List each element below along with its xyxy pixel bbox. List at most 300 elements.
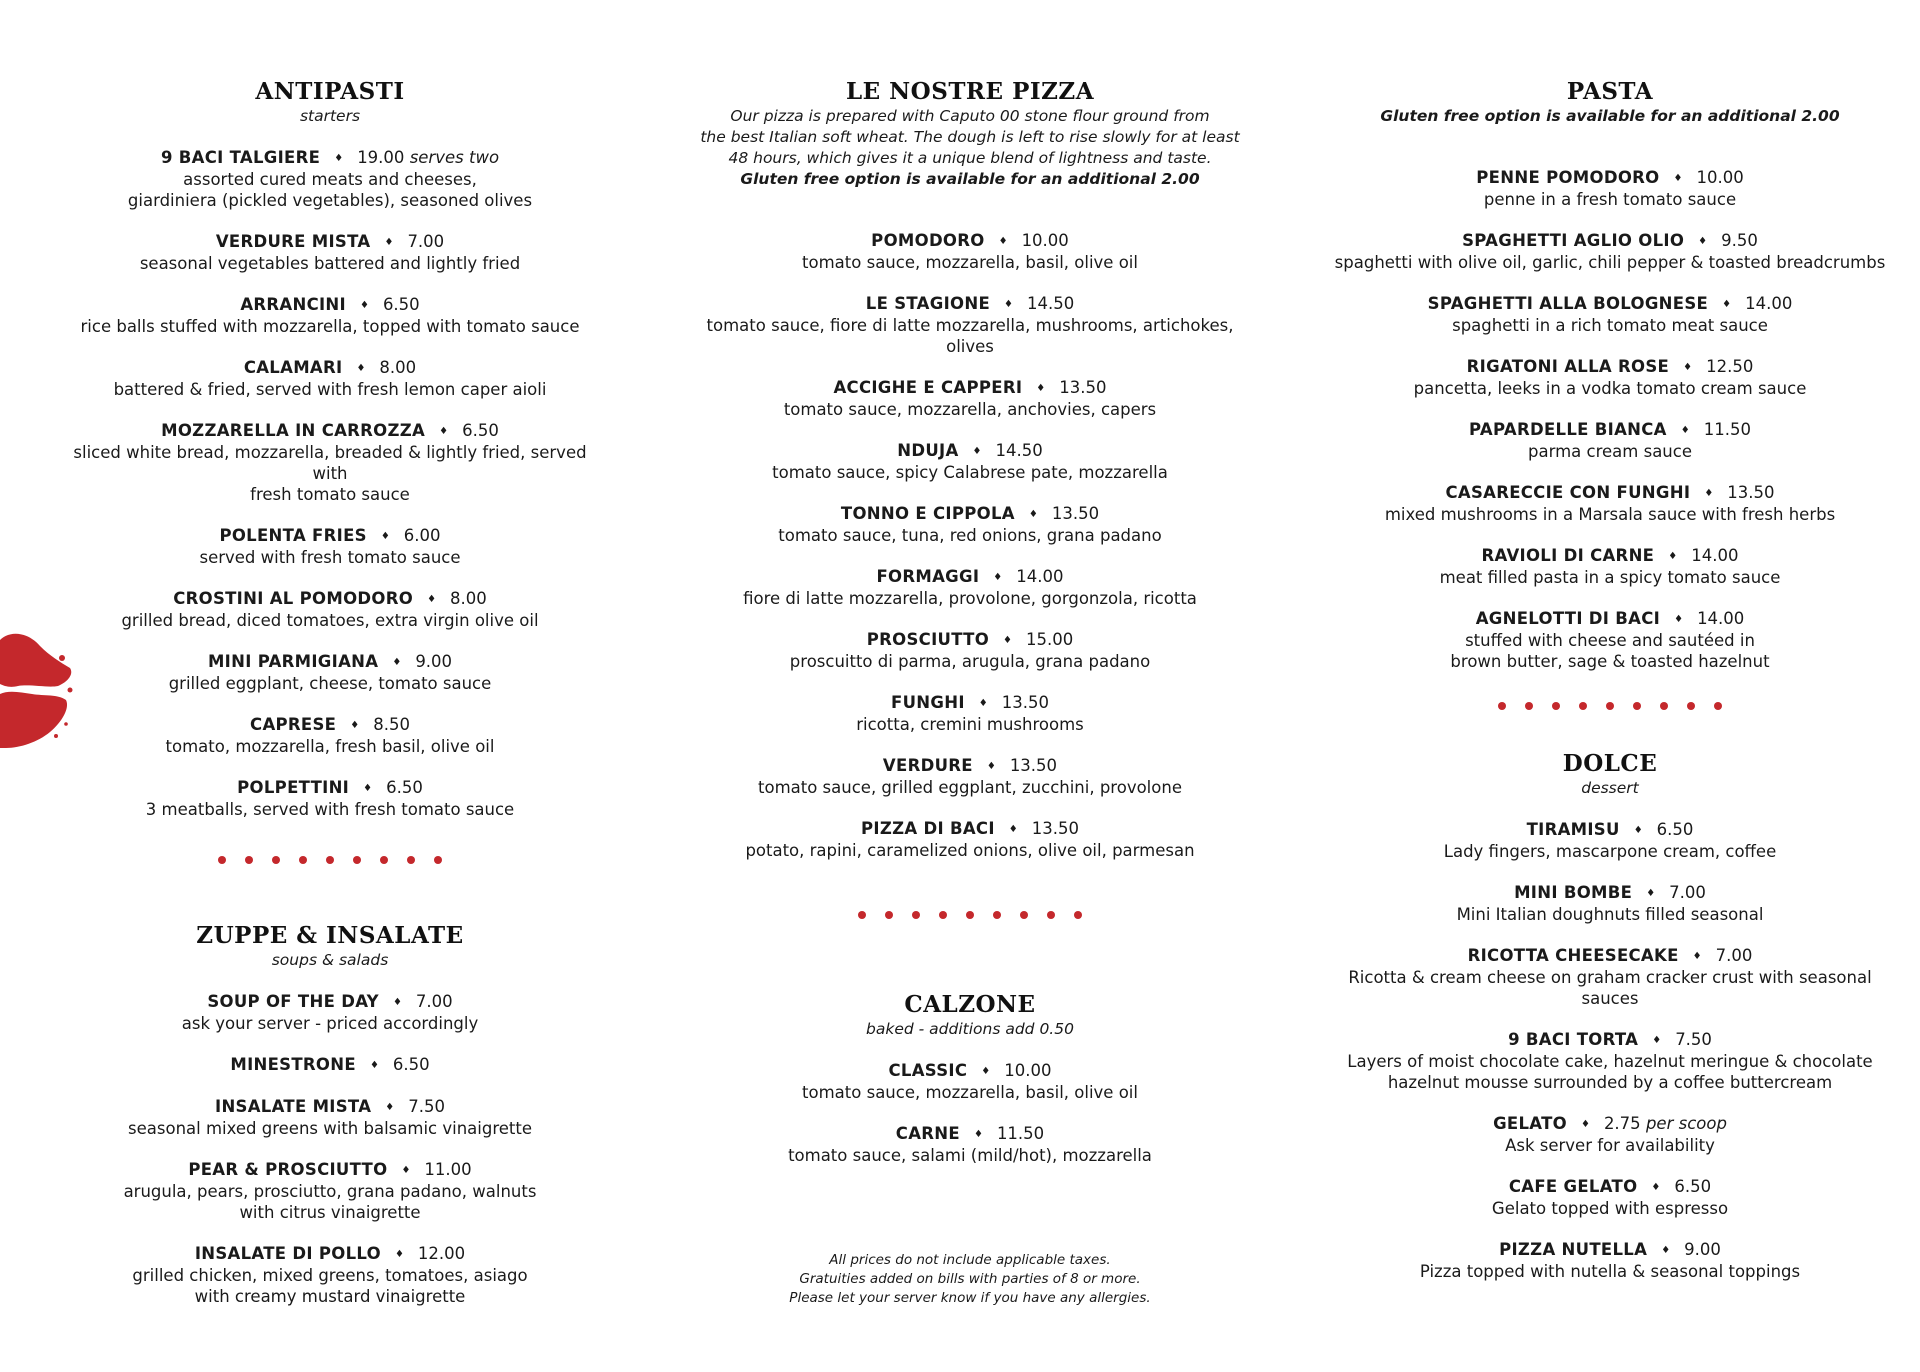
menu-item-name: POMODORO — [871, 231, 985, 250]
menu-item-name: RICOTTA CHEESECAKE — [1467, 946, 1679, 965]
menu-item-price: 9.50 — [1721, 231, 1758, 250]
menu-item-name: PIZZA NUTELLA — [1499, 1240, 1648, 1259]
menu-item — [1330, 1029, 1890, 1093]
menu-item-description: Mini Italian doughnuts filled seasonal — [1456, 905, 1764, 924]
diamond-separator-icon: ♦ — [1704, 488, 1714, 499]
calzone-title: CALZONE — [904, 991, 1036, 1018]
menu-item-description: tomato sauce, mozzarella, basil, olive oil — [802, 1083, 1138, 1102]
menu-item — [55, 777, 605, 820]
menu-item — [55, 1096, 605, 1139]
menu-item-name: GELATO — [1493, 1114, 1567, 1133]
diamond-separator-icon: ♦ — [1008, 824, 1018, 835]
diamond-separator-icon: ♦ — [998, 236, 1008, 247]
menu-item — [690, 377, 1250, 420]
menu-item-price: 8.00 — [450, 589, 487, 608]
menu-item-description: with creamy mustard vinaigrette — [194, 1287, 466, 1306]
menu-item-description: fresh tomato sauce — [250, 485, 410, 504]
diamond-separator-icon: ♦ — [1680, 425, 1690, 436]
menu-item-price: 13.50 — [1009, 756, 1058, 775]
menu-item-header — [1330, 608, 1890, 630]
menu-item-description: tomato sauce, mozzarella, basil, olive oil — [802, 253, 1138, 272]
menu-item-name: RAVIOLI DI CARNE — [1481, 546, 1655, 565]
menu-item-description: tomato sauce, mozzarella, anchovies, capers — [783, 400, 1157, 419]
calzone-subtitle: baked - additions add 0.50 — [866, 1020, 1074, 1038]
menu-item-name: RIGATONI ALLA ROSE — [1466, 357, 1670, 376]
menu-item-price: 13.50 — [1051, 504, 1100, 523]
diamond-separator-icon: ♦ — [385, 1102, 395, 1113]
diamond-separator-icon: ♦ — [427, 594, 437, 605]
divider-dot-icon — [1633, 702, 1641, 710]
pasta-list — [1330, 167, 1890, 672]
menu-item-header — [55, 1159, 605, 1181]
menu-item-description: seasonal vegetables battered and lightly fried — [139, 254, 521, 273]
menu-item — [1330, 608, 1890, 672]
menu-item-name: NDUJA — [897, 441, 959, 460]
menu-item-price: 7.00 — [1715, 946, 1753, 965]
menu-item-description: tomato sauce, salami (mild/hot), mozzarella — [788, 1146, 1152, 1165]
diamond-separator-icon: ♦ — [1668, 551, 1678, 562]
zuppe-subtitle: soups & salads — [271, 951, 389, 969]
menu-item-price: 14.00 — [1745, 294, 1793, 313]
menu-item — [1330, 167, 1890, 210]
menu-item-price: 12.50 — [1706, 357, 1754, 376]
menu-item-name: SOUP OF THE DAY — [207, 992, 379, 1011]
divider-dot-icon — [380, 856, 388, 864]
pizza-intro-1: Our pizza is prepared with Caputo 00 stone flour ground from — [730, 107, 1210, 125]
menu-item-header — [55, 294, 605, 316]
diamond-separator-icon: ♦ — [1652, 1035, 1662, 1046]
menu-item-name: TONNO E CIPPOLA — [840, 504, 1015, 523]
menu-item-price: 13.50 — [1059, 378, 1107, 397]
menu-item-description: meat filled pasta in a spicy tomato sauce — [1439, 568, 1781, 587]
menu-item-name: PEAR & PROSCIUTTO — [188, 1160, 388, 1179]
pizza-list — [690, 230, 1250, 861]
menu-item-description: Lady fingers, mascarpone cream, coffee — [1443, 842, 1777, 861]
diamond-separator-icon: ♦ — [981, 1066, 991, 1077]
menu-item-header — [690, 230, 1250, 252]
diamond-separator-icon: ♦ — [363, 783, 373, 794]
menu-item-price: 11.50 — [996, 1124, 1045, 1143]
menu-item-header — [1330, 167, 1890, 189]
diamond-separator-icon: ♦ — [1646, 888, 1656, 899]
menu-item — [1330, 545, 1890, 588]
menu-item-description: ricotta, cremini mushrooms — [856, 715, 1084, 734]
menu-item-price: 15.00 — [1026, 630, 1074, 649]
menu-item-description: with citrus vinaigrette — [239, 1203, 421, 1222]
menu-item-name: MOZZARELLA IN CARROZZA — [161, 421, 426, 440]
menu-item-name: SPAGHETTI ALLA BOLOGNESE — [1427, 294, 1709, 313]
menu-item-price: 7.50 — [408, 1097, 445, 1116]
menu-item-description: sauces — [1581, 989, 1639, 1008]
menu-item-note: serves two — [409, 148, 500, 167]
menu-item-description: tomato sauce, fiore di latte mozzarella, mushrooms, artichokes, olives — [706, 316, 1234, 356]
diamond-separator-icon: ♦ — [384, 237, 394, 248]
dolce-list — [1330, 819, 1890, 1282]
menu-item-header — [1330, 819, 1890, 841]
diamond-separator-icon: ♦ — [993, 572, 1003, 583]
menu-item-header — [690, 293, 1250, 315]
menu-item — [1330, 1113, 1890, 1156]
menu-item-header — [1330, 1113, 1890, 1135]
menu-item-header — [690, 1123, 1250, 1145]
dolce-subtitle: dessert — [1581, 779, 1639, 797]
menu-item-name: INSALATE MISTA — [215, 1097, 372, 1116]
diamond-separator-icon: ♦ — [1028, 509, 1038, 520]
menu-item-header — [690, 440, 1250, 462]
menu-item-price: 14.50 — [995, 441, 1043, 460]
menu-item-description: Pizza topped with nutella & seasonal toppings — [1419, 1262, 1801, 1281]
diamond-separator-icon: ♦ — [1661, 1245, 1671, 1256]
diamond-separator-icon: ♦ — [1698, 236, 1708, 247]
dot-divider — [55, 856, 605, 868]
menu-item-name: PAPARDELLE BIANCA — [1469, 420, 1667, 439]
divider-dot-icon — [1606, 702, 1614, 710]
menu-item — [1330, 419, 1890, 462]
menu-item-description: giardiniera (pickled vegetables), seasoned olives — [127, 191, 533, 210]
menu-item-price: 11.50 — [1703, 420, 1751, 439]
divider-dot-icon — [1074, 911, 1082, 919]
menu-item — [690, 755, 1250, 798]
diamond-separator-icon: ♦ — [1651, 1182, 1661, 1193]
menu-item-description: sliced white bread, mozzarella, breaded & lightly fried, served with — [73, 443, 587, 483]
menu-item-description: 3 meatballs, served with fresh tomato sauce — [145, 800, 515, 819]
diamond-separator-icon: ♦ — [356, 363, 366, 374]
menu-item — [55, 1159, 605, 1223]
divider-dot-icon — [299, 856, 307, 864]
divider-dot-icon — [1498, 702, 1506, 710]
menu-item — [1330, 356, 1890, 399]
divider-dot-icon — [1579, 702, 1587, 710]
menu-item-price: 8.50 — [373, 715, 410, 734]
menu-item-description: tomato, mozzarella, fresh basil, olive oil — [165, 737, 495, 756]
menu-item-name: FUNGHI — [891, 693, 965, 712]
diamond-separator-icon: ♦ — [972, 446, 982, 457]
diamond-separator-icon: ♦ — [394, 1249, 404, 1260]
menu-item-name: POLENTA FRIES — [219, 526, 367, 545]
divider-dot-icon — [1687, 702, 1695, 710]
menu-item-header — [1330, 293, 1890, 315]
menu-item-price: 7.00 — [1669, 883, 1706, 902]
menu-item-name: AGNELOTTI DI BACI — [1475, 609, 1661, 628]
menu-item-name: VERDURE MISTA — [215, 232, 371, 251]
diamond-separator-icon: ♦ — [1036, 383, 1046, 394]
pasta-gluten-free-note: Gluten free option is available for an additional 2.00 — [1380, 107, 1840, 125]
menu-item-description: Ask server for availability — [1505, 1136, 1715, 1155]
zuppe-list — [55, 991, 605, 1307]
menu-item-header — [690, 692, 1250, 714]
menu-item — [55, 1054, 605, 1076]
menu-item — [1330, 882, 1890, 925]
menu-item-description: arugula, pears, prosciutto, grana padano, walnuts — [123, 1182, 537, 1201]
menu-item-price: 14.50 — [1026, 294, 1075, 313]
menu-item-description: served with fresh tomato sauce — [199, 548, 461, 567]
menu-item-header — [690, 377, 1250, 399]
menu-item-price: 7.00 — [407, 232, 445, 251]
menu-item-name: CAFE GELATO — [1508, 1177, 1638, 1196]
menu-item — [55, 420, 605, 505]
menu-item — [1330, 1239, 1890, 1282]
menu-item-name: VERDURE — [882, 756, 973, 775]
footer-line-gratuities: Gratuities added on bills with parties of 8 or more. — [799, 1271, 1141, 1287]
menu-item — [1330, 945, 1890, 1009]
menu-item-name: 9 BACI TORTA — [1508, 1030, 1639, 1049]
menu-item-description: Gelato topped with espresso — [1491, 1199, 1729, 1218]
menu-item-header — [1330, 1239, 1890, 1261]
diamond-separator-icon: ♦ — [334, 153, 344, 164]
pizza-column — [690, 78, 1250, 1308]
diamond-separator-icon: ♦ — [439, 426, 449, 437]
antipasti-title: ANTIPASTI — [255, 78, 405, 105]
menu-item-header — [55, 525, 605, 547]
menu-item-header — [55, 147, 605, 169]
divider-dot-icon — [218, 856, 226, 864]
menu-item-description: brown butter, sage & toasted hazelnut — [1450, 652, 1770, 671]
menu-item — [1330, 1176, 1890, 1219]
menu-item-price: 14.00 — [1697, 609, 1745, 628]
menu-item — [1330, 482, 1890, 525]
menu-item-price: 6.50 — [462, 421, 499, 440]
menu-item-name: ARRANCINI — [240, 295, 346, 314]
menu-item-name: MINI PARMIGIANA — [207, 652, 379, 671]
menu-item-price: 9.00 — [415, 652, 453, 671]
diamond-separator-icon: ♦ — [1692, 951, 1702, 962]
menu-item-price: 12.00 — [417, 1244, 466, 1263]
antipasti-list — [55, 147, 605, 820]
menu-item-description: spaghetti in a rich tomato meat sauce — [1452, 316, 1768, 335]
menu-item-price: 10.00 — [1004, 1061, 1052, 1080]
antipasti-subtitle: starters — [299, 107, 361, 125]
menu-item-price: 6.50 — [1656, 820, 1694, 839]
menu-item — [55, 231, 605, 274]
divider-dot-icon — [885, 911, 893, 919]
menu-item-header — [55, 588, 605, 610]
divider-dot-icon — [939, 911, 947, 919]
menu-item-header — [55, 1096, 605, 1118]
menu-item — [690, 629, 1250, 672]
menu-item-name: PROSCIUTTO — [866, 630, 990, 649]
menu-item-price: 6.50 — [392, 1055, 430, 1074]
diamond-separator-icon: ♦ — [392, 997, 402, 1008]
menu-item-price: 7.50 — [1675, 1030, 1712, 1049]
menu-item-header — [690, 503, 1250, 525]
menu-item-header — [55, 1054, 605, 1076]
diamond-separator-icon: ♦ — [350, 720, 360, 731]
footer-line-allergies: Please let your server know if you have any allergies. — [789, 1290, 1151, 1306]
menu-item — [55, 588, 605, 631]
menu-item-description: proscuitto di parma, arugula, grana padano — [789, 652, 1151, 671]
diamond-separator-icon: ♦ — [1633, 825, 1643, 836]
divider-dot-icon — [1525, 702, 1533, 710]
menu-item — [1330, 819, 1890, 862]
menu-item-header — [55, 1243, 605, 1265]
menu-item-header — [690, 566, 1250, 588]
menu-item — [55, 525, 605, 568]
diamond-separator-icon: ♦ — [1674, 614, 1684, 625]
menu-item-name: CASARECCIE CON FUNGHI — [1445, 483, 1691, 502]
menu-item-header — [690, 629, 1250, 651]
menu-item-price: 9.00 — [1684, 1240, 1721, 1259]
menu-item-header — [1330, 482, 1890, 504]
menu-item-price: 13.50 — [1727, 483, 1775, 502]
menu-item-name: ACCIGHE E CAPPERI — [833, 378, 1023, 397]
menu-item-price: 6.50 — [386, 778, 423, 797]
menu-item-header — [690, 755, 1250, 777]
menu-item-name: MINESTRONE — [230, 1055, 356, 1074]
menu-item-name: TIRAMISU — [1526, 820, 1620, 839]
menu-item-name: FORMAGGI — [876, 567, 980, 586]
menu-item-header — [55, 651, 605, 673]
divider-dot-icon — [993, 911, 1001, 919]
menu-item-description: tomato sauce, grilled eggplant, zucchini, provolone — [758, 778, 1182, 797]
menu-item-description: rice balls stuffed with mozzarella, topped with tomato sauce — [80, 317, 580, 336]
divider-dot-icon — [1714, 702, 1722, 710]
menu-item-description: penne in a fresh tomato sauce — [1483, 190, 1737, 209]
menu-item-header — [55, 357, 605, 379]
menu-item-price: 6.50 — [382, 295, 420, 314]
zuppe-title: ZUPPE & INSALATE — [196, 922, 464, 949]
menu-item — [690, 293, 1250, 357]
menu-item-description: grilled chicken, mixed greens, tomatoes, asiago — [132, 1266, 528, 1285]
menu-item-description: parma cream sauce — [1528, 442, 1692, 461]
menu-item-price: 2.75 — [1603, 1114, 1641, 1133]
divider-dot-icon — [966, 911, 974, 919]
divider-dot-icon — [912, 911, 920, 919]
menu-item-price: 11.00 — [424, 1160, 472, 1179]
menu-item-name: SPAGHETTI AGLIO OLIO — [1462, 231, 1685, 250]
diamond-separator-icon: ♦ — [1003, 635, 1012, 646]
footer-line-taxes: All prices do not include applicable taxes. — [829, 1252, 1111, 1268]
menu-item — [55, 147, 605, 211]
menu-item-price: 13.50 — [1031, 819, 1079, 838]
menu-item — [690, 503, 1250, 546]
menu-item-header — [55, 420, 605, 442]
menu-item-price: 10.00 — [1696, 168, 1744, 187]
dot-divider — [1330, 702, 1890, 714]
menu-item-header — [55, 714, 605, 736]
diamond-separator-icon: ♦ — [380, 531, 390, 542]
diamond-separator-icon: ♦ — [1722, 299, 1732, 310]
divider-dot-icon — [858, 911, 866, 919]
menu-item-description: potato, rapini, caramelized onions, olive oil, parmesan — [745, 841, 1195, 860]
menu-item-description: pancetta, leeks in a vodka tomato cream sauce — [1413, 379, 1807, 398]
diamond-separator-icon: ♦ — [1683, 362, 1693, 373]
menu-item-name: CROSTINI AL POMODORO — [173, 589, 414, 608]
menu-item-price: 19.00 — [357, 148, 405, 167]
menu-item-description: tomato sauce, tuna, red onions, grana padano — [778, 526, 1162, 545]
menu-item-description: battered & fried, served with fresh lemon caper aioli — [113, 380, 547, 399]
diamond-separator-icon: ♦ — [392, 657, 402, 668]
menu-item-header — [1330, 419, 1890, 441]
footer-note — [690, 1251, 1250, 1308]
menu-item-name: 9 BACI TALGIERE — [160, 148, 321, 167]
menu-item — [1330, 230, 1890, 273]
diamond-separator-icon: ♦ — [978, 698, 988, 709]
pizza-intro-2: the best Italian soft wheat. The dough is left to rise slowly for at least — [700, 128, 1240, 146]
menu-item-header — [55, 991, 605, 1013]
menu-item-name: CAPRESE — [250, 715, 337, 734]
menu-item-header — [1330, 1176, 1890, 1198]
menu-item — [55, 1243, 605, 1307]
menu-item — [1330, 293, 1890, 336]
menu-item-description: hazelnut mousse surrounded by a coffee buttercream — [1387, 1073, 1833, 1092]
menu-item-name: INSALATE DI POLLO — [194, 1244, 381, 1263]
menu-item-description: grilled eggplant, cheese, tomato sauce — [168, 674, 492, 693]
menu-item — [690, 692, 1250, 735]
menu-item — [690, 566, 1250, 609]
menu-item-note: per scoop — [1645, 1114, 1727, 1133]
menu-item — [55, 651, 605, 694]
diamond-separator-icon: ♦ — [1673, 173, 1683, 184]
divider-dot-icon — [353, 856, 361, 864]
menu-item-price: 7.00 — [415, 992, 453, 1011]
diamond-separator-icon: ♦ — [359, 300, 369, 311]
antipasti-column — [55, 78, 605, 1327]
menu-item — [690, 230, 1250, 273]
pasta-column — [1330, 78, 1890, 1302]
menu-item-price: 6.50 — [1674, 1177, 1712, 1196]
dot-divider — [690, 911, 1250, 923]
divider-dot-icon — [272, 856, 280, 864]
menu-item-name: MINI BOMBE — [1514, 883, 1633, 902]
menu-item-name: PIZZA DI BACI — [861, 819, 995, 838]
divider-dot-icon — [434, 856, 442, 864]
menu-item-description: grilled bread, diced tomatoes, extra virgin olive oil — [121, 611, 539, 630]
menu-item-name: PENNE POMODORO — [1476, 168, 1660, 187]
menu-item-header — [1330, 1029, 1890, 1051]
pizza-intro-3: 48 hours, which gives it a unique blend of lightness and taste. — [728, 149, 1212, 167]
menu-item-description: tomato sauce, spicy Calabrese pate, mozzarella — [772, 463, 1168, 482]
menu-item-name: CLASSIC — [888, 1061, 968, 1080]
menu-item-description: ask your server - priced accordingly — [181, 1014, 479, 1033]
divider-dot-icon — [1660, 702, 1668, 710]
menu-item-header — [1330, 945, 1890, 967]
calzone-list — [690, 1060, 1250, 1166]
menu-item-header — [690, 818, 1250, 840]
pizza-gluten-free-note: Gluten free option is available for an additional 2.00 — [740, 170, 1200, 188]
diamond-separator-icon: ♦ — [973, 1129, 983, 1140]
menu-item-price: 10.00 — [1021, 231, 1069, 250]
menu-item — [55, 294, 605, 337]
menu-item-header — [1330, 545, 1890, 567]
menu-item-description: Layers of moist chocolate cake, hazelnut meringue & chocolate — [1347, 1052, 1873, 1071]
menu-item-price: 8.00 — [379, 358, 417, 377]
menu-item-description: Ricotta & cream cheese on graham cracker crust with seasonal — [1348, 968, 1872, 987]
diamond-separator-icon: ♦ — [369, 1060, 379, 1071]
menu-item — [55, 991, 605, 1034]
menu-item-header — [55, 777, 605, 799]
menu-item-header — [1330, 882, 1890, 904]
divider-dot-icon — [1020, 911, 1028, 919]
menu-item-header — [1330, 230, 1890, 252]
menu-item-price: 14.00 — [1016, 567, 1064, 586]
divider-dot-icon — [1552, 702, 1560, 710]
divider-dot-icon — [1047, 911, 1055, 919]
menu-item — [690, 1060, 1250, 1103]
divider-dot-icon — [245, 856, 253, 864]
menu-item-price: 6.00 — [403, 526, 441, 545]
menu-item-description: stuffed with cheese and sautéed in — [1465, 631, 1755, 650]
pasta-title: PASTA — [1566, 78, 1654, 105]
menu-item-description: mixed mushrooms in a Marsala sauce with fresh herbs — [1384, 505, 1836, 524]
menu-item — [55, 357, 605, 400]
menu-item-price: 13.50 — [1001, 693, 1049, 712]
divider-dot-icon — [326, 856, 334, 864]
menu-item — [690, 440, 1250, 483]
menu-item-description: fiore di latte mozzarella, provolone, gorgonzola, ricotta — [743, 589, 1197, 608]
menu-item-description: spaghetti with olive oil, garlic, chili pepper & toasted breadcrumbs — [1334, 253, 1886, 272]
menu-item — [55, 714, 605, 757]
menu-item — [690, 1123, 1250, 1166]
